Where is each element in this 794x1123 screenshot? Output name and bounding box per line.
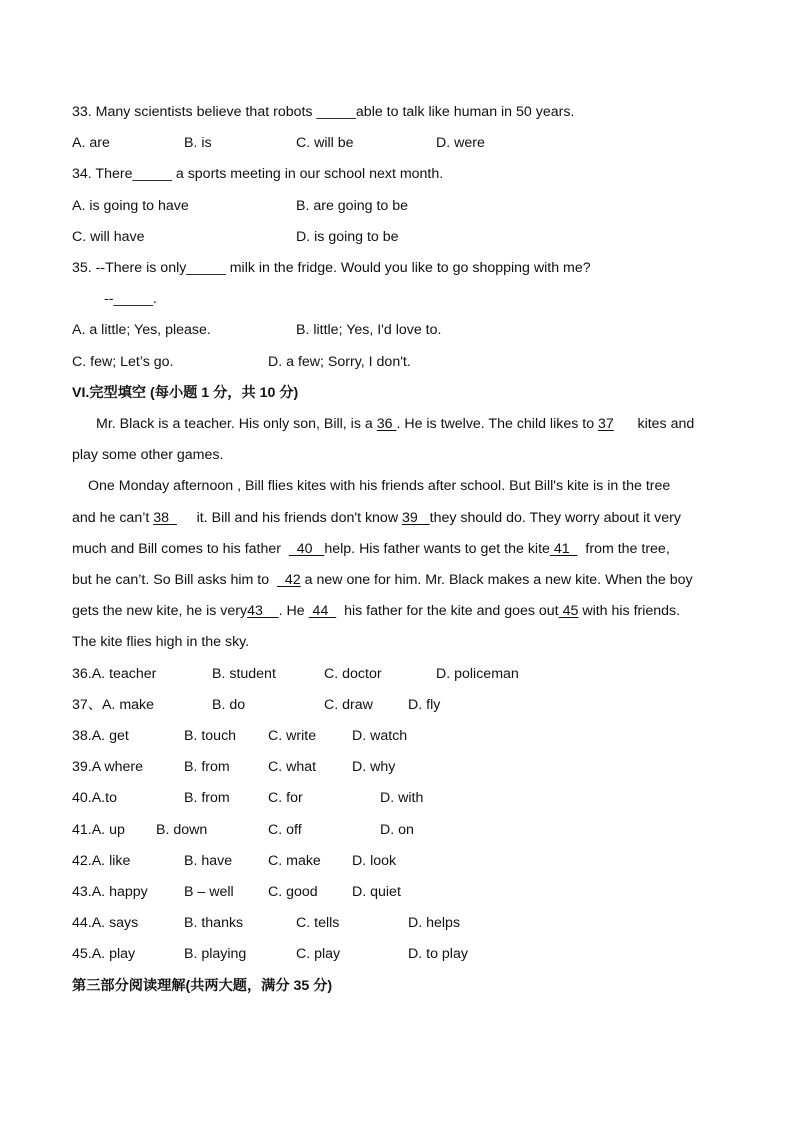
passage-line-6 [72, 573, 693, 587]
choice-37-b: B. do [212, 697, 246, 713]
choice-38-d: D. watch [352, 728, 408, 744]
passage-text: with his friends. [578, 603, 681, 619]
choice-43-b: B – well [184, 884, 234, 900]
q35-reply: --_____. [104, 291, 157, 307]
blank-36: 36 [376, 416, 397, 432]
choice-42-a: 42.A. like [72, 853, 131, 869]
choice-40-b: B. from [184, 790, 230, 806]
choice-45-c: C. play [296, 946, 341, 962]
blank-43: 43 [247, 603, 279, 619]
choice-37-a: 37、A. make [72, 697, 155, 713]
choice-44-b: B. thanks [184, 915, 244, 931]
blank-42: 42 [277, 572, 301, 588]
choice-45-d: D. to play [408, 946, 468, 962]
choice-40-a: 40.A.to [72, 790, 117, 806]
blank-41: 41 [549, 541, 578, 557]
passage-line-3: One Monday afternoon , Bill flies kites with his friends after school. But Bill's kite is in the tree [88, 478, 671, 494]
passage-text: kites and [613, 416, 695, 432]
choice-44-d: D. helps [408, 915, 461, 931]
blank-38: 38 [153, 510, 177, 526]
q34-option-d: D. is going to be [296, 229, 399, 245]
choice-41-c: C. off [268, 822, 302, 838]
passage-text: a new one for him. Mr. Black makes a new kite. When the boy [300, 572, 693, 588]
choice-43-d: D. quiet [352, 884, 401, 900]
passage-text: . He [278, 603, 309, 619]
choice-38-a: 38.A. get [72, 728, 129, 744]
choice-39-a: 39.A where [72, 759, 143, 775]
q34-option-a: A. is going to have [72, 198, 189, 214]
passage-line-5 [72, 542, 670, 556]
q35-stem: 35. --There is only_____ milk in the fridge. Would you like to go shopping with me? [72, 260, 591, 276]
q33-option-d: D. were [436, 135, 485, 151]
choice-41-a: 41.A. up [72, 822, 125, 838]
passage-line-8: The kite flies high in the sky. [72, 634, 250, 650]
blank-40: 40 [288, 541, 325, 557]
choice-42-b: B. have [184, 853, 233, 869]
q33-stem: 33. Many scientists believe that robots _____able to talk like human in 50 years. [72, 104, 575, 120]
q33-option-b: B. is [184, 135, 212, 151]
passage-text: his father for the kite and goes out [336, 603, 559, 619]
choice-36-a: 36.A. teacher [72, 666, 157, 682]
choice-37-c: C. draw [324, 697, 373, 713]
q34-stem: 34. There_____ a sports meeting in our school next month. [72, 166, 444, 182]
choice-38-b: B. touch [184, 728, 237, 744]
choice-44-c: C. tells [296, 915, 340, 931]
choice-38-c: C. write [268, 728, 317, 744]
q35-option-c: C. few; Let’s go. [72, 354, 174, 370]
choice-36-d: D. policeman [436, 666, 519, 682]
blank-37: 37 [598, 416, 614, 432]
q34-option-b: B. are going to be [296, 198, 409, 214]
passage-text: they should do. They worry about it very [429, 510, 681, 526]
choice-42-c: C. make [268, 853, 321, 869]
passage-text: Mr. Black is a teacher. His only son, Bill, is a [96, 416, 377, 432]
choice-41-b: B. down [156, 822, 208, 838]
passage-text: it. Bill and his friends don't know [176, 510, 403, 526]
passage-text: . He is twelve. The child likes to [396, 416, 599, 432]
choice-37-d: D. fly [408, 697, 441, 713]
passage-text: much and Bill comes to his father [72, 541, 289, 557]
passage-line-7 [72, 604, 680, 618]
choice-40-c: C. for [268, 790, 303, 806]
part3-heading: 第三部分阅读理解(共两大题，满分 35 分) [72, 978, 333, 994]
passage-line-2: play some other games. [72, 447, 224, 463]
blank-45: 45 [558, 603, 579, 619]
choice-40-d: D. with [380, 790, 424, 806]
section-heading: VI.完型填空 (每小题 1 分，共 10 分) [72, 385, 299, 401]
passage-line-1 [96, 417, 694, 431]
choice-43-c: C. good [268, 884, 318, 900]
q35-option-b: B. little; Yes, I'd love to. [296, 322, 442, 338]
q35-option-d: D. a few; Sorry, I don't. [268, 354, 411, 370]
choice-39-b: B. from [184, 759, 230, 775]
blank-44: 44 [308, 603, 337, 619]
choice-39-c: C. what [268, 759, 317, 775]
choice-45-b: B. playing [184, 946, 247, 962]
passage-line-4 [72, 511, 681, 525]
passage-text: help. His father wants to get the kite [324, 541, 550, 557]
choice-44-a: 44.A. says [72, 915, 139, 931]
choice-41-d: D. on [380, 822, 414, 838]
passage-text: but he can’t. So Bill asks him to [72, 572, 278, 588]
choice-42-d: D. look [352, 853, 397, 869]
choice-45-a: 45.A. play [72, 946, 136, 962]
choice-39-d: D. why [352, 759, 396, 775]
choice-36-c: C. doctor [324, 666, 382, 682]
q33-option-c: C. will be [296, 135, 354, 151]
passage-text: and he can’t [72, 510, 154, 526]
q33-option-a: A. are [72, 135, 110, 151]
q35-option-a: A. a little; Yes, please. [72, 322, 211, 338]
passage-text: gets the new kite, he is very [72, 603, 248, 619]
q34-option-c: C. will have [72, 229, 145, 245]
passage-text: from the tree, [577, 541, 670, 557]
choice-43-a: 43.A. happy [72, 884, 148, 900]
choice-36-b: B. student [212, 666, 276, 682]
blank-39: 39 [402, 510, 430, 526]
